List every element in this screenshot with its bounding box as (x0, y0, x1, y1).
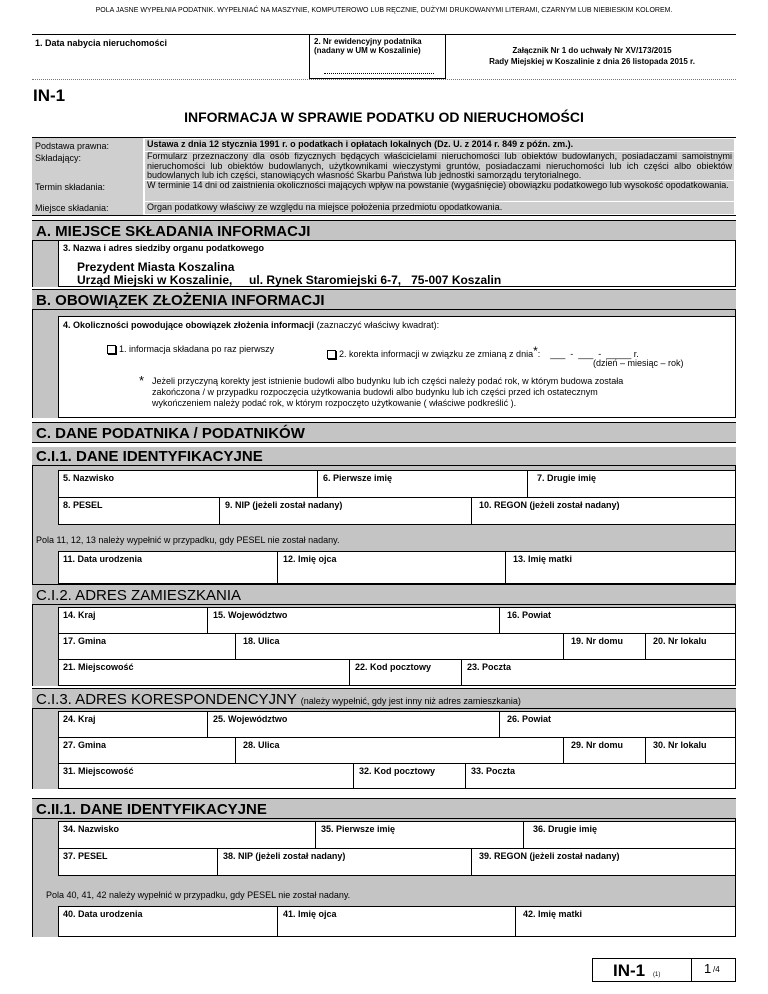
section-c13-subtitle: (należy wypełnić, gdy jest inny niż adres zamieszkania) (300, 696, 521, 706)
section-c12-header (32, 584, 736, 605)
section-c13-header (32, 688, 736, 709)
field-39-label: 39. REGON (jeżeli został nadany) (479, 851, 620, 861)
row-5-7 (58, 470, 736, 498)
section-c11-title: C.I.1. DANE IDENTYFIKACYJNE (36, 448, 263, 465)
field-2-label-1: 2. Nr ewidencyjny podatnika (314, 37, 422, 46)
section-c-header (32, 422, 736, 443)
field-11-label: 11. Data urodzenia (63, 554, 143, 564)
field-18-label: 18. Ulica (243, 636, 280, 646)
field-22-label: 22. Kod pocztowy (355, 662, 432, 672)
note-line-2: zakończona / w przypadku rozpoczęcia użytkowania budowli albo budynku lub ich części przed ich ostatecznym (152, 387, 598, 397)
row-37-39 (58, 848, 736, 876)
organ-line-2: Urząd Miejski w Koszalinie, ul. Rynek Staromiejski 6-7, 75-007 Koszalin (77, 273, 502, 287)
section-c13-title-text: C.I.3. ADRES KORESPONDENCYJNY (36, 691, 297, 708)
section-c21-title: C.II.1. DANE IDENTYFIKACYJNE (36, 801, 267, 818)
field-17-label: 17. Gmina (63, 636, 107, 646)
field-2-box[interactable] (309, 35, 446, 79)
footer-code-sub: (1) (653, 972, 661, 978)
section-a-title: A. MIEJSCE SKŁADANIA INFORMACJI (36, 223, 311, 240)
field-13-label: 13. Imię matki (513, 554, 573, 564)
checkbox-correction[interactable] (327, 350, 336, 359)
section-c-title: C. DANE PODATNIKA / PODATNIKÓW (36, 425, 305, 442)
row-31-33 (58, 763, 736, 789)
footer-page: 1 (704, 961, 712, 976)
section-c11-header (32, 447, 736, 466)
page-title: INFORMACJA W SPRAWIE PODATKU OD NIERUCHOMOŚCI (184, 109, 584, 125)
field-32-label: 32. Kod pocztowy (359, 766, 436, 776)
field-34-label: 34. Nazwisko (63, 824, 120, 834)
field-23-label: 23. Poczta (467, 662, 512, 672)
pesel-note-2: Pola 40, 41, 42 należy wypełnić w przypadku, gdy PESEL nie został nadany. (46, 890, 351, 900)
field-19-label: 19. Nr domu (571, 636, 624, 646)
field-30-label: 30. Nr lokalu (653, 740, 707, 750)
place-label: Miejsce składania: (35, 203, 109, 213)
field-27-label: 27. Gmina (63, 740, 107, 750)
footer-code-box (592, 958, 692, 982)
note-star: * (139, 373, 145, 388)
submitters-label: Składający: (35, 153, 82, 163)
footnote-star: * (533, 344, 538, 358)
row-21-23 (58, 659, 736, 686)
top-note: POLA JASNE WYPEŁNIA PODATNIK. WYPEŁNIAĆ NA MASZYNIE, KOMPUTEROWO LUB RĘCZNIE, DUŻYMI DRUKOWANYMI LITERAMI, CZARNYM LUB NIEBIESKIM KOLOREM. (95, 7, 673, 14)
field-8-label: 8. PESEL (63, 500, 103, 510)
section-b-title: B. OBOWIĄZEK ZŁOŻENIA INFORMACJI (36, 292, 325, 309)
field-25-label: 25. Województwo (213, 714, 288, 724)
row-14-16 (58, 607, 736, 634)
field-4-label (63, 320, 439, 330)
field-29-label: 29. Nr domu (571, 740, 624, 750)
field-26-label: 26. Powiat (507, 714, 552, 724)
field-21-label: 21. Miejscowość (63, 662, 134, 672)
place-value: Organ podatkowy właściwy ze względu na miejsce położenia przedmiotu opodatkowania. (145, 202, 734, 214)
deadline-value: W terminie 14 dni od zaistnienia okoliczności mających wpływ na powstanie (wygaśnięcie) obowiązku podatkowego lub wysokość opodatkowania. (145, 181, 734, 201)
field-38-label: 38. NIP (jeżeli został nadany) (223, 851, 346, 861)
field-7-label: 7. Drugie imię (537, 473, 597, 483)
field-3-label: 3. Nazwa i adres siedziby organu podatkowego (63, 243, 265, 253)
field-10-label: 10. REGON (jeżeli został nadany) (479, 500, 620, 510)
row-27-30 (58, 737, 736, 764)
field-41-label: 41. Imię ojca (283, 909, 337, 919)
field-14-label: 14. Kraj (63, 610, 96, 620)
form-code: IN-1 (33, 86, 66, 105)
header-row (32, 34, 736, 79)
field-6-label: 6. Pierwsze imię (323, 473, 393, 483)
row-24-26 (58, 711, 736, 738)
row-8-10 (58, 497, 736, 525)
row-40-42 (58, 906, 736, 937)
organ-line-1: Prezydent Miasta Koszalina (77, 260, 235, 274)
deadline-label: Termin składania: (35, 182, 106, 192)
submitters-value: Formularz przeznaczony dla osób fizycznych będących właścicielami nieruchomości lub obiektów budowlanych, posiadaczami samoistnymi nieruchomości lub obiektów budowlanych, użytkownikami wieczystymi gruntów, posiadaczami nieruchomości lub ich części albo obiektów budowlanych lub ich części, stanowiących własność Skarbu Państwa lub jednostki samorządu terytorialnego. (147, 152, 732, 180)
section-a-header (32, 220, 736, 241)
attachment-line-2: Rady Miejskiej w Koszalinie z dnia 26 listopada 2015 r. (489, 57, 695, 66)
field-16-label: 16. Powiat (507, 610, 552, 620)
field-31-label: 31. Miejscowość (63, 766, 134, 776)
field-37-label: 37. PESEL (63, 851, 108, 861)
option-first[interactable] (107, 344, 274, 354)
section-c13-title (36, 692, 521, 707)
pesel-note-1: Pola 11, 12, 13 należy wypełnić w przypadku, gdy PESEL nie został nadany. (36, 535, 340, 545)
section-c12-title: C.I.2. ADRES ZAMIESZKANIA (36, 587, 242, 604)
option-correction-label: 2. korekta informacji w związku ze zmianą z dnia (339, 349, 534, 359)
note-line-3: wykończeniem należy podać rok, w którym rozpoczęto użytkowanie ( właściwe podkreślić ). (152, 398, 517, 408)
field-35-label: 35. Pierwsze imię (321, 824, 396, 834)
field-4-label-bold: 4. Okoliczności powodujące obowiązek złożenia informacji (63, 320, 315, 330)
date-format[interactable]: : ___ - ___ - _____ r. (537, 349, 639, 359)
field-2-dots (324, 73, 434, 74)
field-4-box (58, 316, 736, 418)
field-9-label: 9. NIP (jeżeli został nadany) (225, 500, 343, 510)
section-b-header (32, 289, 736, 310)
footer-code: IN-1 (613, 961, 646, 980)
option-correction[interactable] (327, 344, 639, 359)
option-first-label: 1. informacja składana po raz pierwszy (119, 344, 275, 354)
row-11-13 (58, 551, 736, 584)
field-1-label: 1. Data nabycia nieruchomości (35, 38, 168, 48)
field-20-label: 20. Nr lokalu (653, 636, 707, 646)
field-24-label: 24. Kraj (63, 714, 96, 724)
field-33-label: 33. Poczta (471, 766, 516, 776)
field-28-label: 28. Ulica (243, 740, 280, 750)
row-17-20 (58, 633, 736, 660)
footer-page-box (692, 958, 736, 982)
field-36-label: 36. Drugie imię (533, 824, 598, 834)
field-4-label-rest: (zaznaczyć właściwy kwadrat): (314, 320, 440, 330)
organ-box (58, 241, 736, 287)
footer-page-total: /4 (713, 965, 720, 974)
attachment-line-1: Załącznik Nr 1 do uchwały Nr XV/173/2015 (512, 46, 672, 55)
field-15-label: 15. Województwo (213, 610, 288, 620)
date-hint: (dzień – miesiąc – rok) (593, 358, 684, 368)
note-line-1: Jeżeli przyczyną korekty jest istnienie budowli albo budynku lub ich części należy podać rok, w którym budowa została (152, 376, 624, 386)
field-40-label: 40. Data urodzenia (63, 909, 143, 919)
info-block (32, 137, 736, 216)
header-divider (32, 79, 736, 80)
legal-value: Ustawa z dnia 12 stycznia 1991 r. o podatkach i opłatach lokalnych (Dz. U. z 2014 r. 849 z późn. zm.). (145, 139, 734, 151)
field-5-label: 5. Nazwisko (63, 473, 115, 483)
field-42-label: 42. Imię matki (523, 909, 583, 919)
checkbox-first[interactable] (107, 345, 116, 354)
legal-label: Podstawa prawna: (35, 141, 110, 151)
row-34-36 (58, 821, 736, 849)
field-12-label: 12. Imię ojca (283, 554, 337, 564)
section-c21-header (32, 798, 736, 819)
field-2-label-2: (nadany w UM w Koszalinie) (314, 46, 421, 55)
